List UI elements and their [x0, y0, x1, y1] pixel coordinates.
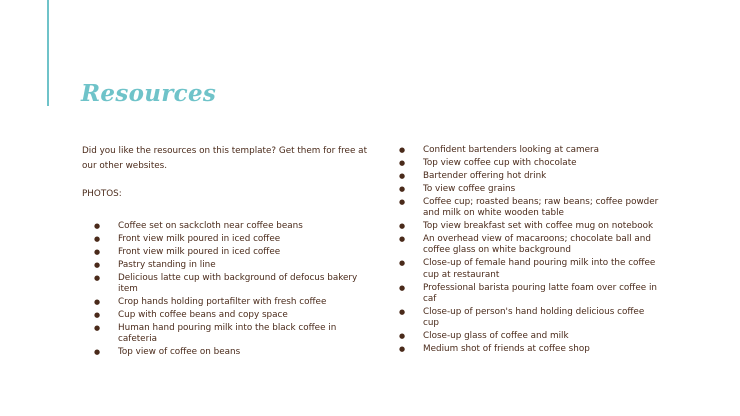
resource-item: ● Crop hands holding portafilter with fresh coffee	[94, 297, 364, 308]
resource-item: ● Coffee cup; roasted beans; raw beans; coffee powder and milk on white wooden table	[399, 197, 661, 219]
resource-item: ● Top view coffee cup with chocolate	[399, 158, 661, 169]
resource-item: ● Close-up of female hand pouring milk into the coffee cup at restaurant	[399, 258, 661, 280]
resource-item: ● Professional barista pouring latte foam over coffee in caf	[399, 283, 661, 305]
resource-item: ● Close-up of person's hand holding delicious coffee cup	[399, 307, 661, 329]
resource-item: ● An overhead view of macaroons; chocolate ball and coffee glass on white background	[399, 234, 661, 256]
photos-label: PHOTOS:	[82, 189, 122, 199]
resource-item: ● Front view milk poured in iced coffee	[94, 234, 364, 245]
accent-line	[47, 0, 49, 106]
photos-list-right	[399, 145, 661, 357]
resource-item: ● To view coffee grains	[399, 184, 661, 195]
resource-item: ● Close-up glass of coffee and milk	[399, 331, 661, 342]
resource-item: ● Front view milk poured in iced coffee	[94, 247, 364, 258]
resource-item: ● Top view of coffee on beans	[94, 347, 364, 358]
resource-item: ● Coffee set on sackcloth near coffee beans	[94, 221, 364, 232]
resource-item: ● Delicious latte cup with background of defocus bakery item	[94, 273, 364, 295]
resource-item: ● Pastry standing in line	[94, 260, 364, 271]
resource-item: ● Cup with coffee beans and copy space	[94, 310, 364, 321]
resource-item: ● Human hand pouring milk into the black coffee in cafeteria	[94, 323, 364, 345]
resource-item: ● Top view breakfast set with coffee mug on notebook	[399, 221, 661, 232]
page-title: Resources	[81, 80, 217, 107]
intro-text: Did you like the resources on this template? Get them for free at our other websites.	[82, 146, 368, 171]
resource-item: ● Confident bartenders looking at camera	[399, 145, 661, 156]
resource-item: ● Bartender offering hot drink	[399, 171, 661, 182]
photos-list-left	[94, 221, 364, 360]
resource-item: ● Medium shot of friends at coffee shop	[399, 344, 661, 355]
